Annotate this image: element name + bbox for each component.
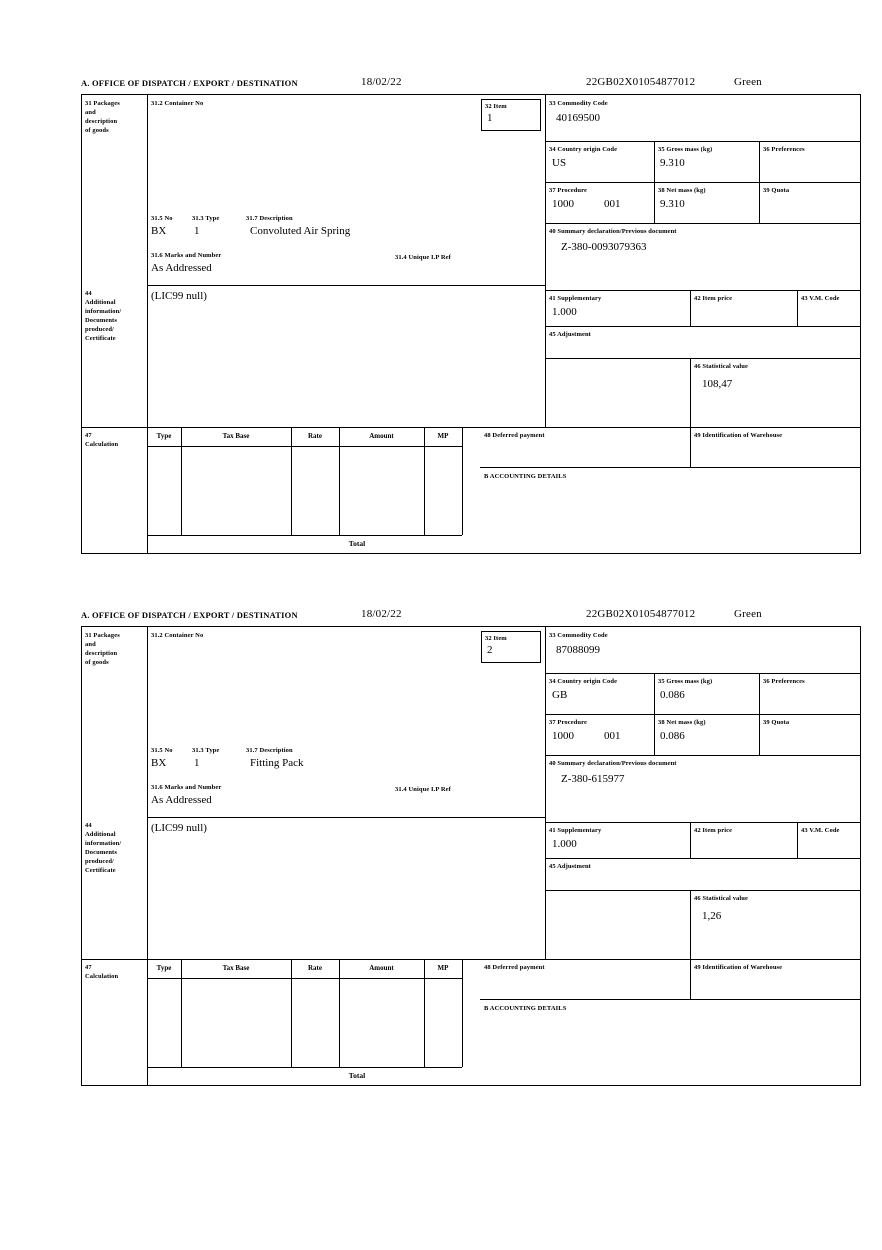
form-body <box>81 94 861 554</box>
field-34-label: 34 Country origin Code <box>549 146 618 153</box>
field-31-5-label: 31.5 No <box>151 215 173 222</box>
movement-reference-number-2: 22GB02X01054877012 <box>586 608 696 620</box>
field-40-value: Z-380-0093079363 <box>561 241 647 253</box>
field-31-3-value-2: 1 <box>194 757 200 769</box>
field-31-5-value: BX <box>151 225 167 237</box>
divider-46-row-2 <box>545 890 860 891</box>
clearance-lane-2: Green <box>734 608 762 620</box>
field-41-value: 1.000 <box>552 306 577 318</box>
declaration-date-2: 18/02/22 <box>361 608 402 620</box>
field-32-label-2: 32 Item <box>485 635 507 642</box>
divider-right-column <box>545 95 546 290</box>
field-44-value: (LIC99 null) <box>151 290 207 302</box>
divider-46-col-2 <box>690 890 691 959</box>
field-38-label: 38 Net mass (kg) <box>658 187 706 194</box>
divider-46-row <box>545 358 860 359</box>
field-46-label-2: 46 Statistical value <box>694 895 748 902</box>
divider-44-row-2 <box>147 817 545 818</box>
calc-total-label: Total <box>348 539 366 548</box>
field-43-label: 43 V.M. Code <box>801 295 840 302</box>
calc-header-underline <box>147 446 462 447</box>
calc-header-underline-2 <box>147 978 462 979</box>
field-33-value-2: 87088099 <box>556 644 600 656</box>
field-37-label-2: 37 Procedure <box>549 719 587 726</box>
field-31-6-value: As Addressed <box>151 262 212 274</box>
field-37-value-2: 001 <box>604 198 621 210</box>
field-B-label-2: B ACCOUNTING DETAILS <box>484 1005 567 1012</box>
field-42-label-2: 42 Item price <box>694 827 733 834</box>
field-43-label-2: 43 V.M. Code <box>801 827 840 834</box>
field-46-label: 46 Statistical value <box>694 363 748 370</box>
field-31-label: 31 Packages and description of goods <box>85 100 120 134</box>
field-45-label-2: 45 Adjustment <box>549 863 591 870</box>
divider-33-34-2 <box>545 673 860 674</box>
field-31-7-value: Convoluted Air Spring <box>250 225 351 237</box>
divider-45-row <box>545 326 860 327</box>
field-47-label: 47 Calculation <box>85 432 119 448</box>
divider-35-36-2 <box>759 673 760 755</box>
field-41-label-2: 41 Supplementary <box>549 827 602 834</box>
field-34-value-2: GB <box>552 689 568 701</box>
field-47-label-2: 47 Calculation <box>85 964 119 980</box>
office-of-dispatch-label: A. OFFICE OF DISPATCH / EXPORT / DESTINATION <box>81 78 298 88</box>
field-34-label-2: 34 Country origin Code <box>549 678 618 685</box>
field-37-value-1-2: 1000 <box>552 730 574 742</box>
field-31-5-value-2: BX <box>151 757 167 769</box>
field-31-6-label-2: 31.6 Marks and Number <box>151 784 222 791</box>
divider-34-35-2 <box>654 673 655 755</box>
form-body-2 <box>81 626 861 1086</box>
field-44-label-2: 44 Additional information/ Documents produced/ Certificate <box>85 822 122 874</box>
field-35-label: 35 Gross mass (kg) <box>658 146 713 153</box>
dotted-divider-46 <box>545 358 546 427</box>
divider-46-col <box>690 358 691 427</box>
field-32-item-box <box>481 99 541 131</box>
field-31-6-label: 31.6 Marks and Number <box>151 252 222 259</box>
divider-43-col <box>797 290 798 326</box>
field-40-value-2: Z-380-615977 <box>561 773 625 785</box>
divider-43-col-2 <box>797 822 798 858</box>
declaration-date: 18/02/22 <box>361 76 402 88</box>
calculation-table-2 <box>147 959 480 1085</box>
divider-37-40-2 <box>545 755 860 756</box>
calc-total-label-2: Total <box>348 1071 366 1080</box>
field-31-3-value: 1 <box>194 225 200 237</box>
movement-reference-number: 22GB02X01054877012 <box>586 76 696 88</box>
field-33-label-2: 33 Commodity Code <box>549 632 608 639</box>
field-31-3-label: 31.3 Type <box>192 215 220 222</box>
calc-header-mp-2: MP <box>437 964 449 972</box>
field-40-label: 40 Summary declaration/Previous document <box>549 228 677 235</box>
calc-header-mp: MP <box>437 432 449 440</box>
field-40-label-2: 40 Summary declaration/Previous document <box>549 760 677 767</box>
field-31-2-label: 31.2 Container No <box>151 100 204 107</box>
field-31-4-label: 31.4 Unique I.P Ref <box>395 254 451 261</box>
calc-header-type: Type <box>156 432 172 440</box>
customs-form-item-1 <box>81 78 861 554</box>
dotted-divider-46-2 <box>545 890 546 959</box>
divider-34-37-2 <box>545 714 860 715</box>
field-35-value-2: 0.086 <box>660 689 685 701</box>
calc-bottom-line-2 <box>147 1067 462 1068</box>
calc-col-mp-2 <box>462 959 463 1067</box>
calc-header-type-2: Type <box>156 964 172 972</box>
field-48-label: 48 Deferred payment <box>484 432 545 439</box>
divider-44-row <box>147 285 545 286</box>
calc-bottom-line <box>147 535 462 536</box>
divider-33-34 <box>545 141 860 142</box>
divider-45-row-2 <box>545 858 860 859</box>
calc-header-rate: Rate <box>308 432 322 440</box>
field-38-label-2: 38 Net mass (kg) <box>658 719 706 726</box>
divider-41-row-2 <box>545 822 860 823</box>
field-34-value: US <box>552 157 567 169</box>
divider-box31-left-2 <box>147 627 148 959</box>
field-31-label-2: 31 Packages and description of goods <box>85 632 120 666</box>
field-38-value: 9.310 <box>660 198 685 210</box>
field-37-value-1: 1000 <box>552 198 574 210</box>
divider-34-35 <box>654 141 655 223</box>
field-49-label-2: 49 Identification of Warehouse <box>694 964 783 971</box>
calc-header-tax-base: Tax Base <box>222 432 250 440</box>
field-46-value: 108,47 <box>702 378 733 390</box>
customs-form-item-2 <box>81 610 861 1086</box>
calc-header-amount-2: Amount <box>369 964 394 972</box>
field-31-5-label-2: 31.5 No <box>151 747 173 754</box>
field-32-item-box-2 <box>481 631 541 663</box>
calc-header-rate-2: Rate <box>308 964 322 972</box>
field-33-value: 40169500 <box>556 112 600 124</box>
clearance-lane: Green <box>734 76 762 88</box>
field-38-value-2: 0.086 <box>660 730 685 742</box>
field-41-value-2: 1.000 <box>552 838 577 850</box>
field-31-3-label-2: 31.3 Type <box>192 747 220 754</box>
field-B-label: B ACCOUNTING DETAILS <box>484 473 567 480</box>
field-48-label-2: 48 Deferred payment <box>484 964 545 971</box>
field-42-label: 42 Item price <box>694 295 733 302</box>
divider-box31-left <box>147 95 148 427</box>
calculation-table <box>147 427 480 553</box>
field-36-label: 36 Preferences <box>763 146 805 153</box>
divider-right-column-2 <box>545 627 546 822</box>
field-31-2-label-2: 31.2 Container No <box>151 632 204 639</box>
field-39-label-2: 39 Quota <box>763 719 790 726</box>
field-35-value: 9.310 <box>660 157 685 169</box>
divider-49-col <box>690 427 691 467</box>
divider-41-row <box>545 290 860 291</box>
field-49-label: 49 Identification of Warehouse <box>694 432 783 439</box>
field-37-value-2-2: 001 <box>604 730 621 742</box>
calc-header-tax-base-2: Tax Base <box>222 964 250 972</box>
field-37-label: 37 Procedure <box>549 187 587 194</box>
divider-34-37 <box>545 182 860 183</box>
field-31-7-value-2: Fitting Pack <box>250 757 304 769</box>
divider-35-36 <box>759 141 760 223</box>
field-35-label-2: 35 Gross mass (kg) <box>658 678 713 685</box>
field-39-label: 39 Quota <box>763 187 790 194</box>
field-45-label: 45 Adjustment <box>549 331 591 338</box>
divider-49-col-2 <box>690 959 691 999</box>
field-32-value: 1 <box>487 112 493 124</box>
field-44-value-2: (LIC99 null) <box>151 822 207 834</box>
field-44-label: 44 Additional information/ Documents produced/ Certificate <box>85 290 122 342</box>
calc-header-amount: Amount <box>369 432 394 440</box>
field-31-7-label-2: 31.7 Description <box>246 747 293 754</box>
divider-48-B-2 <box>480 999 860 1000</box>
calc-col-mp <box>462 427 463 535</box>
field-41-label: 41 Supplementary <box>549 295 602 302</box>
form-header-2 <box>81 610 861 626</box>
divider-42-col-2 <box>690 822 691 858</box>
field-46-value-2: 1,26 <box>702 910 722 922</box>
divider-48-B <box>480 467 860 468</box>
field-33-label: 33 Commodity Code <box>549 100 608 107</box>
divider-37-40 <box>545 223 860 224</box>
form-header <box>81 78 861 94</box>
field-31-4-label-2: 31.4 Unique I.P Ref <box>395 786 451 793</box>
divider-42-col <box>690 290 691 326</box>
field-32-value-2: 2 <box>487 644 493 656</box>
field-36-label-2: 36 Preferences <box>763 678 805 685</box>
field-31-6-value-2: As Addressed <box>151 794 212 806</box>
office-of-dispatch-label-2: A. OFFICE OF DISPATCH / EXPORT / DESTINATION <box>81 610 298 620</box>
field-31-7-label: 31.7 Description <box>246 215 293 222</box>
field-32-label: 32 Item <box>485 103 507 110</box>
